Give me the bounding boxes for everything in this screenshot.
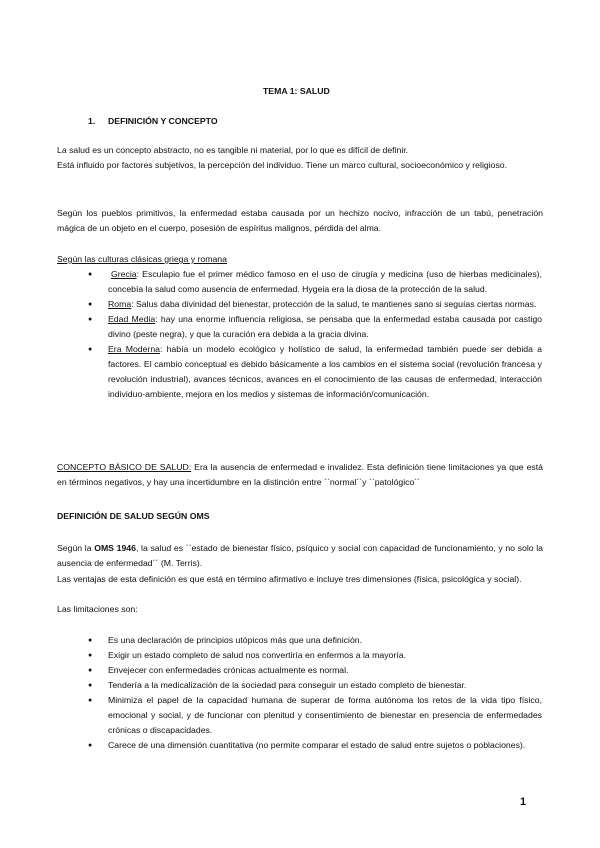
classical-heading: Según las culturas clásicas griega y romana <box>57 254 227 264</box>
oms-paragraph <box>57 541 543 571</box>
list-item: ● Carece de una dimensión cuantitativa (no permite comparar el estado de salud entre sujetos o poblaciones). <box>108 738 542 753</box>
list-item: ● Exigir un estado completo de salud nos convertiría en enfermos a la mayoría. <box>108 648 542 663</box>
item-text: : hay una enorme influencia religiosa, se pensaba que la enfermedad estaba causada por castigo divino (peste negra), y que la curación era debida a la gracia divina. <box>108 314 542 339</box>
item-term: Grecia <box>111 269 137 279</box>
intro-paragraph <box>57 143 543 173</box>
primitive-paragraph: Según los pueblos primitivos, la enfermedad estaba causada por un hechizo nocivo, infracción de un tabú, penetración mágica de un objeto en el cuerpo, posesión de espíritus malignos, pérdida del alma. <box>57 208 543 233</box>
basic-concept-text: Era la ausencia de enfermedad e invalidez. Esta definición tiene limitaciones ya que está en términos negativos, y hay una incertidumbre en la distinción entre ``normal´´y ``patológico´´ <box>57 462 543 487</box>
item-text: : Esculapio fue el primer médico famoso en el uso de cirugía y medicina (uso de hierbas medicinales), concebía la salud como ausencia de enfermedad. Hygeia era la diosa de la protección de la salud. <box>108 269 542 294</box>
page-number: 1 <box>520 796 527 808</box>
section-number: 1. <box>88 116 96 126</box>
list-item <box>108 267 542 297</box>
intro-line: La salud es un concepto abstracto, no es tangible ni material, por lo que es difícil de definir. <box>57 145 409 155</box>
page-title: TEMA 1: SALUD <box>263 86 330 96</box>
item-term: Edad Media <box>108 314 156 324</box>
oms-text: , la salud es ``estado de bienestar físico, psíquico y social con capacidad de funcionamiento, y no solo la ausencia de enfermedad´´ (M. Terris). <box>57 543 543 568</box>
oms-year: OMS 1946 <box>94 543 136 553</box>
section-heading <box>88 114 218 129</box>
item-text: : Salus daba divinidad del bienestar, protección de la salud, te mantienes sano si seguías ciertas normas. <box>131 299 537 309</box>
list-item: ● Tendería a la medicalización de la sociedad para conseguir un estado completo de bienestar. <box>108 678 542 693</box>
list-item <box>108 342 542 402</box>
list-item <box>108 312 542 342</box>
list-item: ● Minimiza el papel de la capacidad humana de superar de forma autónoma los retos de la vida tipo físico, emocional y social, y de funcionar con plenitud y consentimiento de bienestar en presencia de enfermedades crónicas o discapacidades. <box>108 693 542 738</box>
list-item: ● Envejecer con enfermedades crónicas actualmente es normal. <box>108 663 542 678</box>
classical-list <box>108 267 542 402</box>
list-item <box>108 297 542 312</box>
advantages-paragraph: Las ventajas de esta definición es que está en término afirmativo e incluye tres dimensiones (física, psicológica y social). <box>57 574 522 584</box>
list-item: ● Es una declaración de principios utópicos más que una definición. <box>108 633 542 648</box>
oms-heading: DEFINICIÓN DE SALUD SEGÚN OMS <box>57 511 210 521</box>
intro-line: Está influido por factores subjetivos, la percepción del individuo. Tiene un marco cultural, socioeconómico y religioso. <box>57 160 508 170</box>
limitations-list <box>108 633 542 753</box>
item-text: : había un modelo ecológico y holístico de salud, la enfermedad también puede ser debida a factores. El cambio conceptual es debido básicamente a los cambios en el sistema social (revolución francesa y revolución industrial), avances técnicos, avances en el conocimiento de las causas de enfermedad, interacción individuo-ambiente, mejora en los medios y sistemas de información/comunicación. <box>108 344 542 399</box>
basic-concept-paragraph <box>57 460 543 490</box>
oms-prefix: Según la <box>57 543 95 553</box>
item-term: Roma <box>108 299 132 309</box>
basic-concept-label: CONCEPTO BÁSICO DE SALUD: <box>57 462 192 472</box>
section-title: DEFINICIÓN Y CONCEPTO <box>108 116 218 126</box>
item-term: Era Moderna <box>108 344 160 354</box>
limitations-label: Las limitaciones son: <box>57 604 138 614</box>
